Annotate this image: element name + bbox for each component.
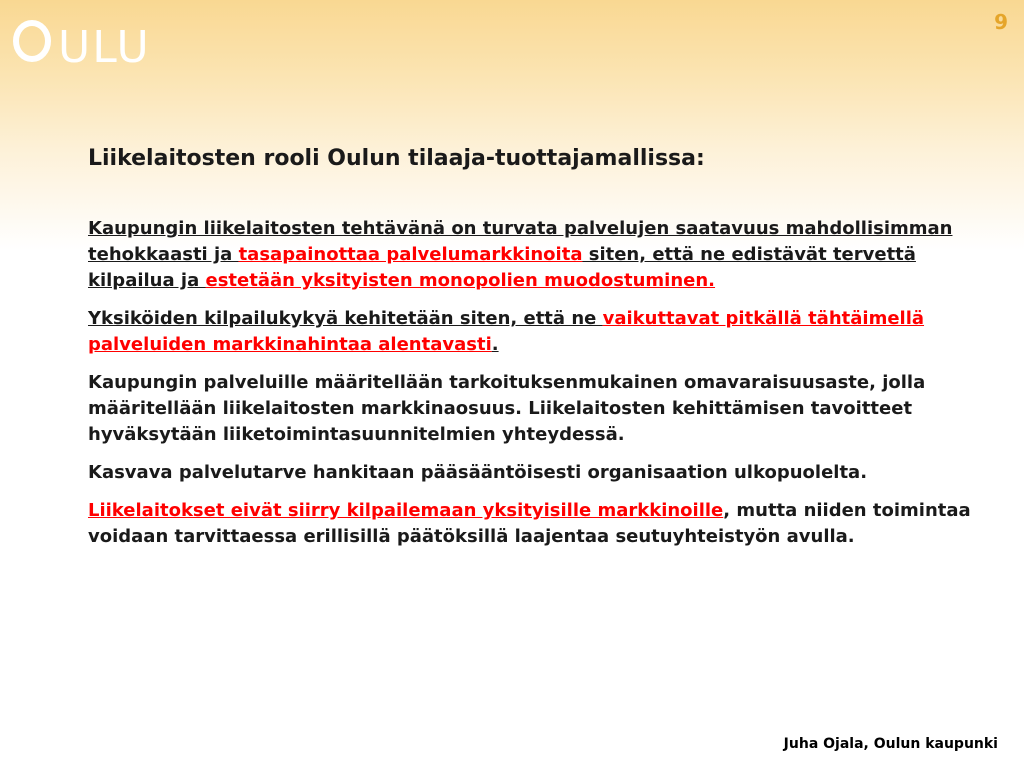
p5-text-b: , mutta niiden toimintaa voidaan tarvittaessa erillisillä päätöksillä laajentaa seutuyhteistyön avulla. xyxy=(88,500,971,547)
paragraph-3: Kaupungin palveluille määritellään tarkoituksenmukainen omavaraisuusaste, jolla määritellään liikelaitosten markkinaosuus. Liikelaitosten kehittämisen tavoitteet hyväksytään liiketoimintasuunnitelmien yhteydessä. xyxy=(88,372,926,445)
page-number: 9 xyxy=(994,10,1008,34)
paragraph-1 xyxy=(88,216,988,294)
oulu-logo xyxy=(10,14,151,73)
p1-highlight-d: estetään yksityisten monopolien muodostuminen. xyxy=(205,270,716,291)
p1-text-c: siten, että ne edistävät tervettä kilpailua ja xyxy=(88,244,916,291)
p5-highlight-a: Liikelaitokset eivät siirry kilpailemaan yksityisille markkinoille xyxy=(88,500,724,521)
p2-text-a: Yksiköiden kilpailukykyä kehitetään siten, että ne xyxy=(88,308,603,329)
paragraph-4: Kasvava palvelutarve hankitaan pääsääntöisesti organisaation ulkopuolelta. xyxy=(88,462,868,483)
logo-o-icon xyxy=(10,14,54,64)
logo-text: ULU xyxy=(58,22,151,73)
p1-highlight-b: tasapainottaa palvelumarkkinoita xyxy=(238,244,583,265)
footer-author: Juha Ojala, Oulun kaupunki xyxy=(783,736,998,752)
paragraph-5 xyxy=(88,498,988,550)
header-background xyxy=(0,0,1024,250)
p2-highlight-b: vaikuttavat pitkällä tähtäimellä palveluiden markkinahintaa alentavasti xyxy=(88,308,925,355)
slide-title: Liikelaitosten rooli Oulun tilaaja-tuottajamallissa: xyxy=(88,146,705,171)
p2-text-c: . xyxy=(491,334,499,355)
paragraph-2 xyxy=(88,306,988,358)
p1-text-a: Kaupungin liikelaitosten tehtävänä on turvata palvelujen saatavuus mahdollisimman tehokkaasti ja xyxy=(88,218,953,265)
slide-body xyxy=(88,216,988,562)
